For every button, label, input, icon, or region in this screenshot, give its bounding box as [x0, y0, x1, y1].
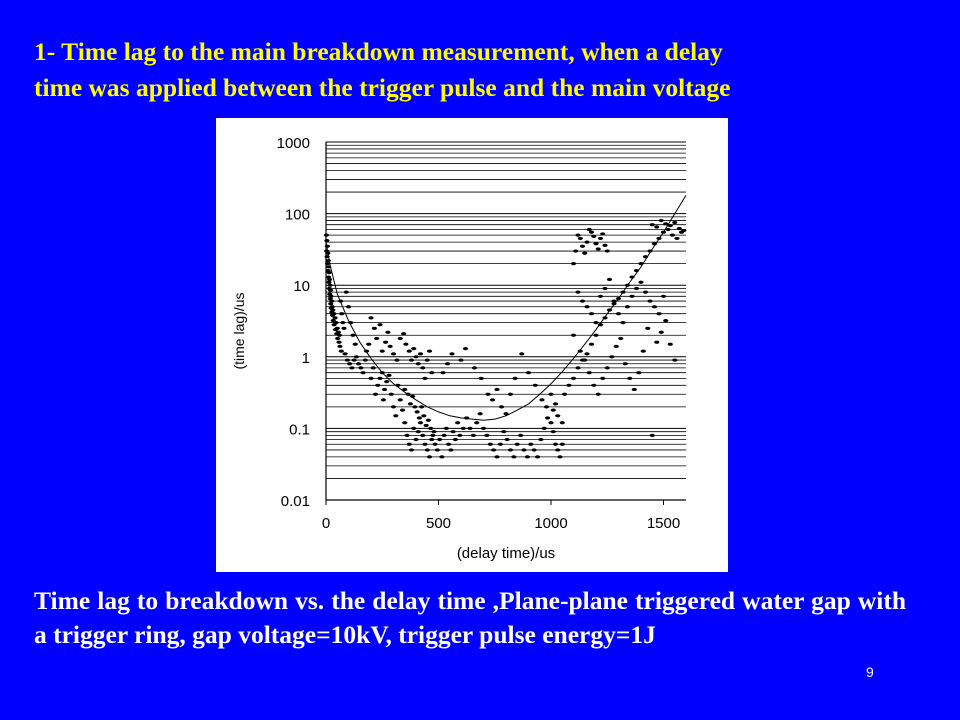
data-point	[609, 355, 614, 358]
data-point	[672, 358, 677, 361]
data-point	[366, 343, 371, 346]
data-point	[442, 434, 447, 437]
data-point	[478, 412, 483, 415]
data-point	[455, 421, 460, 424]
data-point	[512, 377, 517, 380]
data-point	[584, 240, 589, 243]
data-point	[339, 312, 344, 315]
data-point	[551, 430, 556, 433]
data-point	[391, 405, 396, 408]
data-point	[582, 252, 587, 255]
data-point	[403, 343, 408, 346]
data-point	[409, 448, 414, 451]
data-point	[533, 384, 538, 387]
data-point	[591, 384, 596, 387]
data-point	[415, 410, 420, 413]
data-point	[645, 327, 650, 330]
data-point	[437, 438, 442, 441]
data-point	[471, 434, 476, 437]
data-point	[448, 448, 453, 451]
fit-curve	[326, 195, 686, 420]
data-point	[335, 337, 340, 340]
x-tick-label: 1500	[646, 515, 681, 532]
data-point	[440, 371, 445, 374]
data-point	[425, 448, 430, 451]
data-point	[511, 455, 516, 458]
data-point	[402, 421, 407, 424]
data-point	[354, 355, 359, 358]
data-point	[521, 448, 526, 451]
data-point	[600, 232, 605, 235]
data-point	[326, 281, 331, 284]
page-number: 9	[866, 664, 874, 680]
data-point	[652, 305, 657, 308]
data-point	[327, 293, 332, 296]
data-point	[623, 362, 628, 365]
data-point	[620, 321, 625, 324]
y-tick-label: 0.1	[289, 421, 310, 439]
data-point	[340, 321, 345, 324]
data-point	[616, 312, 621, 315]
data-point	[386, 374, 391, 377]
data-point	[400, 409, 405, 412]
data-point	[384, 380, 389, 383]
data-point	[668, 343, 673, 346]
data-point	[580, 245, 585, 248]
data-point	[377, 377, 382, 380]
data-point	[461, 427, 466, 430]
data-point	[607, 278, 612, 281]
data-point	[677, 227, 682, 230]
data-point	[446, 443, 451, 446]
data-point	[407, 443, 412, 446]
data-point	[571, 262, 576, 265]
data-point	[485, 393, 490, 396]
data-point	[431, 430, 436, 433]
data-point	[374, 337, 379, 340]
data-point	[358, 366, 363, 369]
data-point	[331, 319, 336, 322]
data-point	[463, 347, 468, 350]
slide-title-line-1: 1- Time lag to the main breakdown measurement, when a delay	[34, 37, 723, 66]
data-point	[494, 388, 499, 391]
data-point	[327, 287, 332, 290]
data-point	[498, 443, 503, 446]
data-point	[647, 299, 652, 302]
data-point	[544, 405, 549, 408]
data-point	[332, 323, 337, 326]
data-point	[349, 366, 354, 369]
data-point	[515, 443, 520, 446]
data-point	[458, 358, 463, 361]
slide-title	[34, 34, 934, 106]
data-point	[593, 242, 598, 245]
data-point	[501, 430, 506, 433]
data-point	[589, 231, 594, 234]
data-point	[526, 371, 531, 374]
data-point	[430, 434, 435, 437]
data-point	[457, 434, 462, 437]
data-point	[368, 316, 373, 319]
data-point	[650, 434, 655, 437]
data-point	[593, 321, 598, 324]
data-point	[339, 350, 344, 353]
data-point	[643, 291, 648, 294]
data-point	[404, 434, 409, 437]
data-point	[659, 331, 664, 334]
y-axis-label: (time lag)/us	[231, 292, 247, 370]
y-tick-label: 100	[284, 206, 310, 224]
data-point	[566, 384, 571, 387]
data-point	[407, 350, 412, 353]
data-point	[575, 234, 580, 237]
data-point	[654, 225, 659, 228]
data-point	[381, 398, 386, 401]
data-point	[548, 393, 553, 396]
data-point	[345, 358, 350, 361]
data-point	[519, 352, 524, 355]
data-point	[641, 350, 646, 353]
data-point	[346, 305, 351, 308]
data-point	[449, 352, 454, 355]
data-point	[330, 314, 335, 317]
data-point	[421, 414, 426, 417]
data-point	[479, 377, 484, 380]
data-point	[393, 414, 398, 417]
data-point	[416, 362, 421, 365]
data-point	[333, 328, 338, 331]
data-point	[632, 388, 637, 391]
data-point	[427, 455, 432, 458]
data-point	[382, 388, 387, 391]
data-point	[427, 350, 432, 353]
data-point	[634, 287, 639, 290]
data-point	[545, 416, 550, 419]
data-point	[656, 312, 661, 315]
data-point	[324, 239, 329, 242]
data-point	[618, 337, 623, 340]
data-point	[325, 269, 330, 272]
data-point	[337, 345, 342, 348]
data-point	[538, 438, 543, 441]
data-point	[368, 377, 373, 380]
data-point	[385, 331, 390, 334]
data-point	[663, 319, 668, 322]
data-point	[481, 427, 486, 430]
data-point	[383, 341, 388, 344]
data-point	[426, 419, 431, 422]
data-point	[582, 358, 587, 361]
data-point	[445, 362, 450, 365]
data-point	[412, 405, 417, 408]
data-point	[327, 284, 332, 287]
data-point	[508, 448, 513, 451]
x-tick-label: 1000	[534, 515, 568, 532]
data-point	[417, 416, 422, 419]
data-point	[528, 443, 533, 446]
data-point	[571, 334, 576, 337]
data-point	[334, 332, 339, 335]
data-point	[373, 393, 378, 396]
data-point	[627, 377, 632, 380]
data-point	[584, 352, 589, 355]
data-point	[329, 311, 334, 314]
data-point	[602, 244, 607, 247]
data-point	[343, 352, 348, 355]
data-point	[324, 249, 329, 252]
data-point	[419, 405, 424, 408]
data-point	[584, 305, 589, 308]
y-tick-label: 10	[293, 278, 310, 296]
data-point	[494, 455, 499, 458]
data-point	[420, 366, 425, 369]
data-point	[324, 234, 329, 237]
data-point	[328, 297, 333, 300]
data-point	[394, 358, 399, 361]
data-point	[596, 247, 601, 250]
data-point	[672, 221, 677, 224]
data-point	[490, 398, 495, 401]
scatter-chart	[216, 118, 728, 572]
data-point	[562, 393, 567, 396]
data-point	[391, 352, 396, 355]
data-point	[555, 448, 560, 451]
data-point	[605, 249, 610, 252]
data-point	[474, 421, 479, 424]
data-point	[371, 366, 376, 369]
data-point	[398, 398, 403, 401]
data-point	[418, 352, 423, 355]
data-point	[555, 414, 560, 417]
data-point	[625, 305, 630, 308]
data-point	[598, 295, 603, 298]
data-point	[614, 345, 619, 348]
data-point	[428, 427, 433, 430]
data-point	[587, 228, 592, 231]
data-point	[596, 393, 601, 396]
y-tick-label: 1	[301, 349, 310, 367]
data-point	[591, 235, 596, 238]
data-point	[484, 434, 489, 437]
data-point	[433, 443, 438, 446]
data-point	[420, 434, 425, 437]
data-point	[388, 345, 393, 348]
data-point	[573, 249, 578, 252]
data-point	[508, 393, 513, 396]
data-point	[589, 343, 594, 346]
data-point	[560, 421, 565, 424]
y-tick-label: 1000	[276, 135, 310, 152]
data-point	[575, 291, 580, 294]
data-point	[353, 343, 358, 346]
data-point	[453, 438, 458, 441]
data-point	[435, 448, 440, 451]
slide-title-line-2: time was applied between the trigger pulse and the main voltage	[34, 73, 731, 102]
data-point	[548, 421, 553, 424]
data-point	[336, 341, 341, 344]
data-point	[451, 430, 456, 433]
data-point	[560, 443, 565, 446]
data-point	[352, 358, 357, 361]
data-point	[602, 287, 607, 290]
data-point	[593, 334, 598, 337]
data-point	[329, 306, 334, 309]
data-point	[557, 455, 562, 458]
data-point	[422, 443, 427, 446]
data-point	[444, 427, 449, 430]
data-point	[380, 350, 385, 353]
data-point	[654, 341, 659, 344]
data-point	[398, 337, 403, 340]
data-point	[600, 377, 605, 380]
data-point	[344, 291, 349, 294]
y-tick-label: 0.01	[280, 493, 310, 510]
data-point	[580, 299, 585, 302]
data-point	[605, 366, 610, 369]
data-point	[578, 237, 583, 240]
data-point	[472, 366, 477, 369]
data-point	[341, 327, 346, 330]
data-point	[553, 402, 558, 405]
data-point	[467, 427, 472, 430]
x-tick-label: 0	[321, 515, 331, 532]
data-point	[636, 371, 641, 374]
data-point	[575, 366, 580, 369]
data-point	[491, 448, 496, 451]
data-point	[413, 355, 418, 358]
data-point	[375, 384, 380, 387]
data-point	[681, 229, 686, 232]
data-point	[401, 332, 406, 335]
data-point	[361, 371, 366, 374]
data-point	[659, 219, 664, 222]
x-tick-label: 500	[425, 515, 452, 532]
data-point	[377, 323, 382, 326]
x-axis-label: (delay time)/us	[456, 545, 556, 562]
data-point	[439, 455, 444, 458]
data-point	[418, 421, 423, 424]
data-point	[328, 302, 333, 305]
data-point	[347, 362, 352, 365]
data-point	[416, 430, 421, 433]
data-point	[661, 295, 666, 298]
data-point	[424, 424, 429, 427]
data-point	[372, 327, 377, 330]
data-point	[553, 443, 558, 446]
data-point	[356, 362, 361, 365]
data-point	[670, 234, 675, 237]
data-point	[411, 427, 416, 430]
data-point	[518, 434, 523, 437]
data-point	[638, 281, 643, 284]
data-point	[505, 438, 510, 441]
data-point	[429, 371, 434, 374]
data-point	[408, 402, 413, 405]
data-point	[326, 275, 331, 278]
data-point	[422, 377, 427, 380]
data-point	[587, 371, 592, 374]
data-point	[425, 358, 430, 361]
data-point	[389, 393, 394, 396]
data-point	[650, 223, 655, 226]
data-point	[674, 237, 679, 240]
data-point	[429, 438, 434, 441]
chart-figure	[216, 118, 728, 572]
data-point	[488, 443, 493, 446]
data-point	[411, 347, 416, 350]
data-point	[363, 358, 368, 361]
data-point	[409, 358, 414, 361]
data-point	[589, 312, 594, 315]
data-point	[629, 295, 634, 298]
data-point	[542, 427, 547, 430]
data-point	[532, 448, 537, 451]
data-point	[350, 334, 355, 337]
data-point	[499, 405, 504, 408]
figure-caption: Time lag to breakdown vs. the delay time ,Plane-plane triggered water gap with a trigger ring, gap voltage=10kV, trigger pulse energy=1J	[34, 586, 906, 649]
data-point	[571, 377, 576, 380]
data-point	[598, 237, 603, 240]
data-point	[413, 438, 418, 441]
data-point	[539, 398, 544, 401]
data-point	[535, 455, 540, 458]
data-point	[525, 455, 530, 458]
data-point	[551, 409, 556, 412]
